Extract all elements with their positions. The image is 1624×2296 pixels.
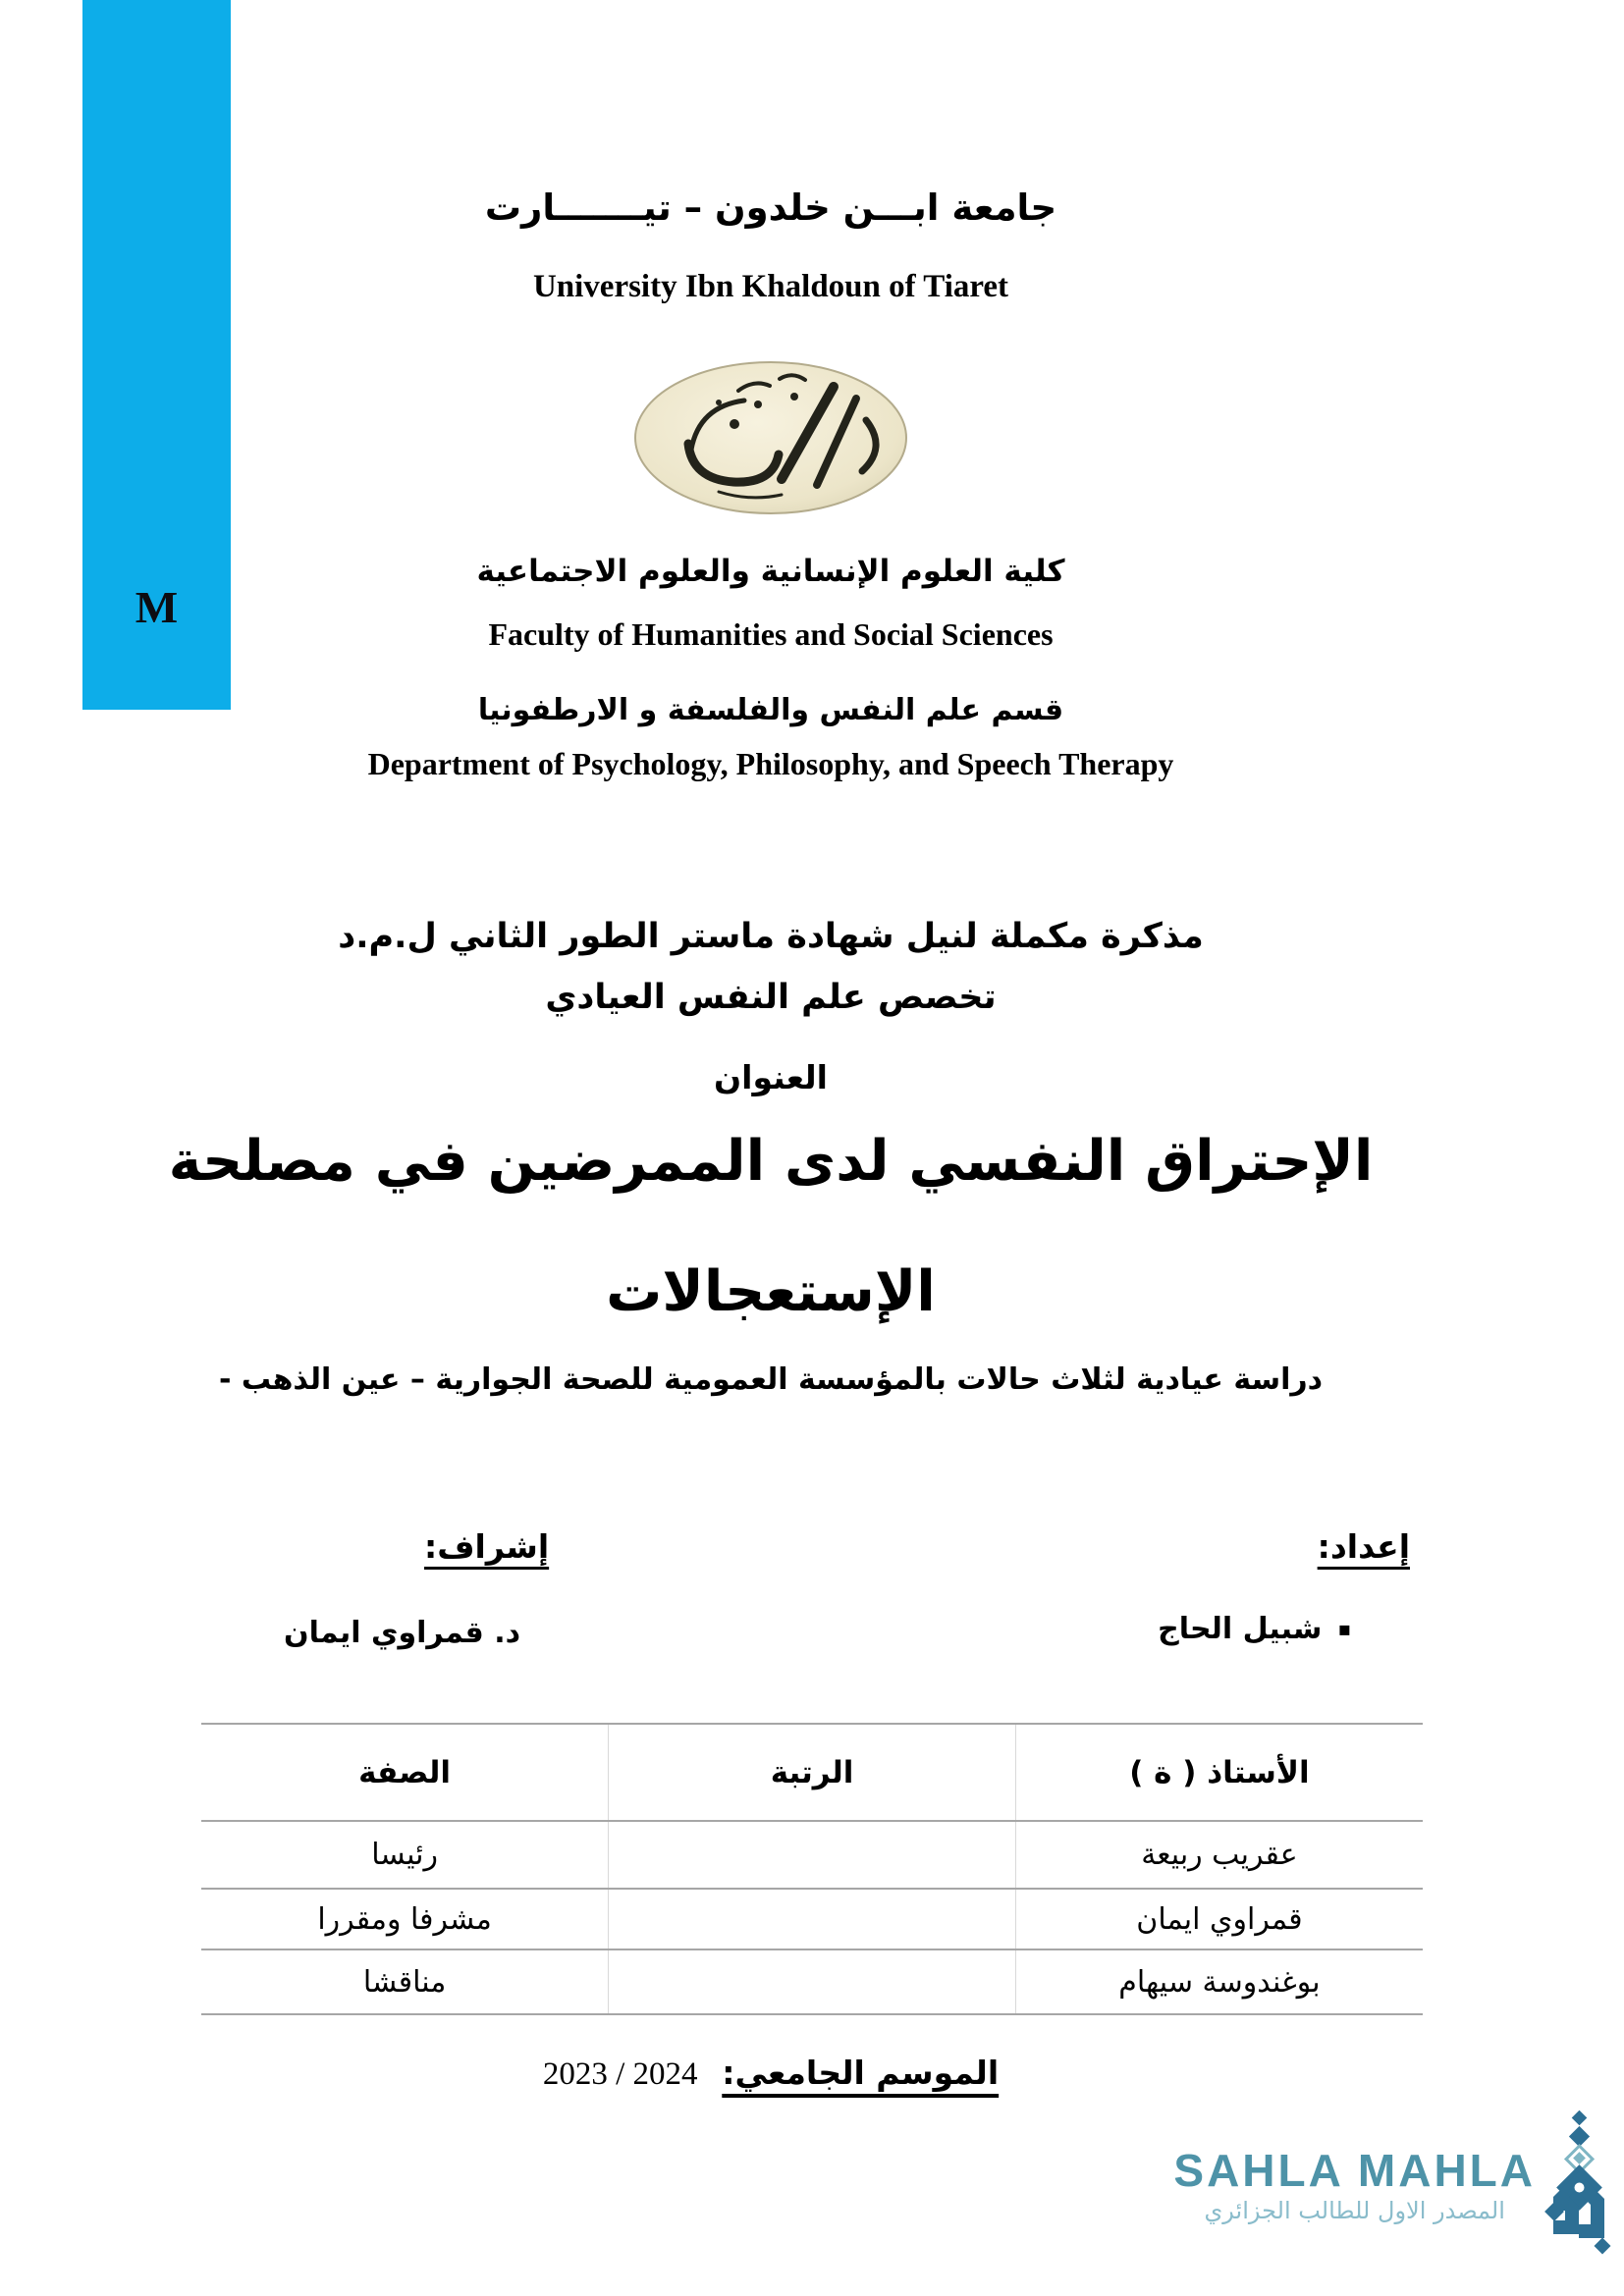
prepared-by-label: إعداد: — [1317, 1527, 1410, 1566]
professor-name-cell: قمراوي ايمان — [1015, 1889, 1423, 1949]
thesis-subtitle: دراسة عيادية لثلاث حالات بالمؤسسة العمومية للصحة الجوارية – عين الذهب - — [218, 1362, 1324, 1397]
table-row — [201, 1949, 1423, 2014]
memo-degree-line: مذكرة مكملة لنيل شهادة ماستر الطور الثاني ل.م.د — [338, 917, 1204, 956]
academic-year-value: 2023 / 2024 — [542, 2056, 698, 2092]
academic-year-line — [108, 2054, 1434, 2093]
supervised-by-label: إشراف: — [424, 1527, 550, 1566]
table-row — [201, 1821, 1423, 1889]
table-row — [201, 1889, 1423, 1949]
student-name: شبيل الحاج — [1158, 1612, 1323, 1646]
col-header-role: الصفة — [201, 1724, 609, 1821]
student-name-row — [1158, 1612, 1351, 1646]
sahla-mahla-watermark — [1173, 2110, 1618, 2289]
university-name-english: University Ibn Khaldoun of Tiaret — [532, 269, 1009, 304]
brand-tagline: المصدر الاول للطالب الجزائري — [1204, 2197, 1505, 2224]
watermark-text-block — [1173, 2145, 1536, 2224]
supervisor-name: د. قمراوي ايمان — [284, 1616, 521, 1650]
thesis-title-line1: الإحتراق النفسي لدى الممرضين في مصلحة — [168, 1129, 1374, 1194]
brand-name: SAHLA MAHLA — [1173, 2145, 1536, 2196]
square-bullet-icon: ▪ — [1337, 1617, 1351, 1640]
rank-cell — [609, 1949, 1016, 2014]
col-header-rank: الرتبة — [609, 1724, 1016, 1821]
role-cell: رئيسا — [201, 1821, 609, 1889]
rank-cell — [609, 1889, 1016, 1949]
faculty-name-arabic: كلية العلوم الإنسانية والعلوم الاجتماعية — [476, 554, 1065, 589]
rank-cell — [609, 1821, 1016, 1889]
committee-table — [201, 1723, 1423, 2015]
faculty-name-english: Faculty of Humanities and Social Sciences — [488, 616, 1054, 652]
university-seal-logo — [108, 359, 1434, 521]
professor-name-cell: عقريب ربيعة — [1015, 1821, 1423, 1889]
col-header-professor: الأستاذ ( ة ) — [1015, 1724, 1423, 1821]
professor-name-cell: بوغندوسة سيهام — [1015, 1949, 1423, 2014]
title-label: العنوان — [714, 1058, 828, 1096]
academic-year-label: الموسم الجامعي: — [722, 2054, 1000, 2092]
department-name-arabic: قسم علم النفس والفلسفة و الارطفونيا — [477, 693, 1064, 727]
thesis-title-line2: الإستعجالات — [606, 1259, 936, 1324]
university-seal-icon — [632, 359, 909, 516]
spine-letter: M — [135, 582, 179, 632]
university-name-arabic: جامعة ابـــن خلدون – تيـــــــارت — [484, 187, 1057, 229]
role-cell: مشرفا ومقررا — [201, 1889, 609, 1949]
table-header-row — [201, 1724, 1423, 1821]
department-name-english: Department of Psychology, Philosophy, and Speech Therapy — [367, 746, 1174, 781]
kufic-calligraphy-icon — [1540, 2110, 1618, 2289]
role-cell: مناقشا — [201, 1949, 609, 2014]
specialty-line: تخصص علم النفس العيادي — [545, 978, 997, 1017]
